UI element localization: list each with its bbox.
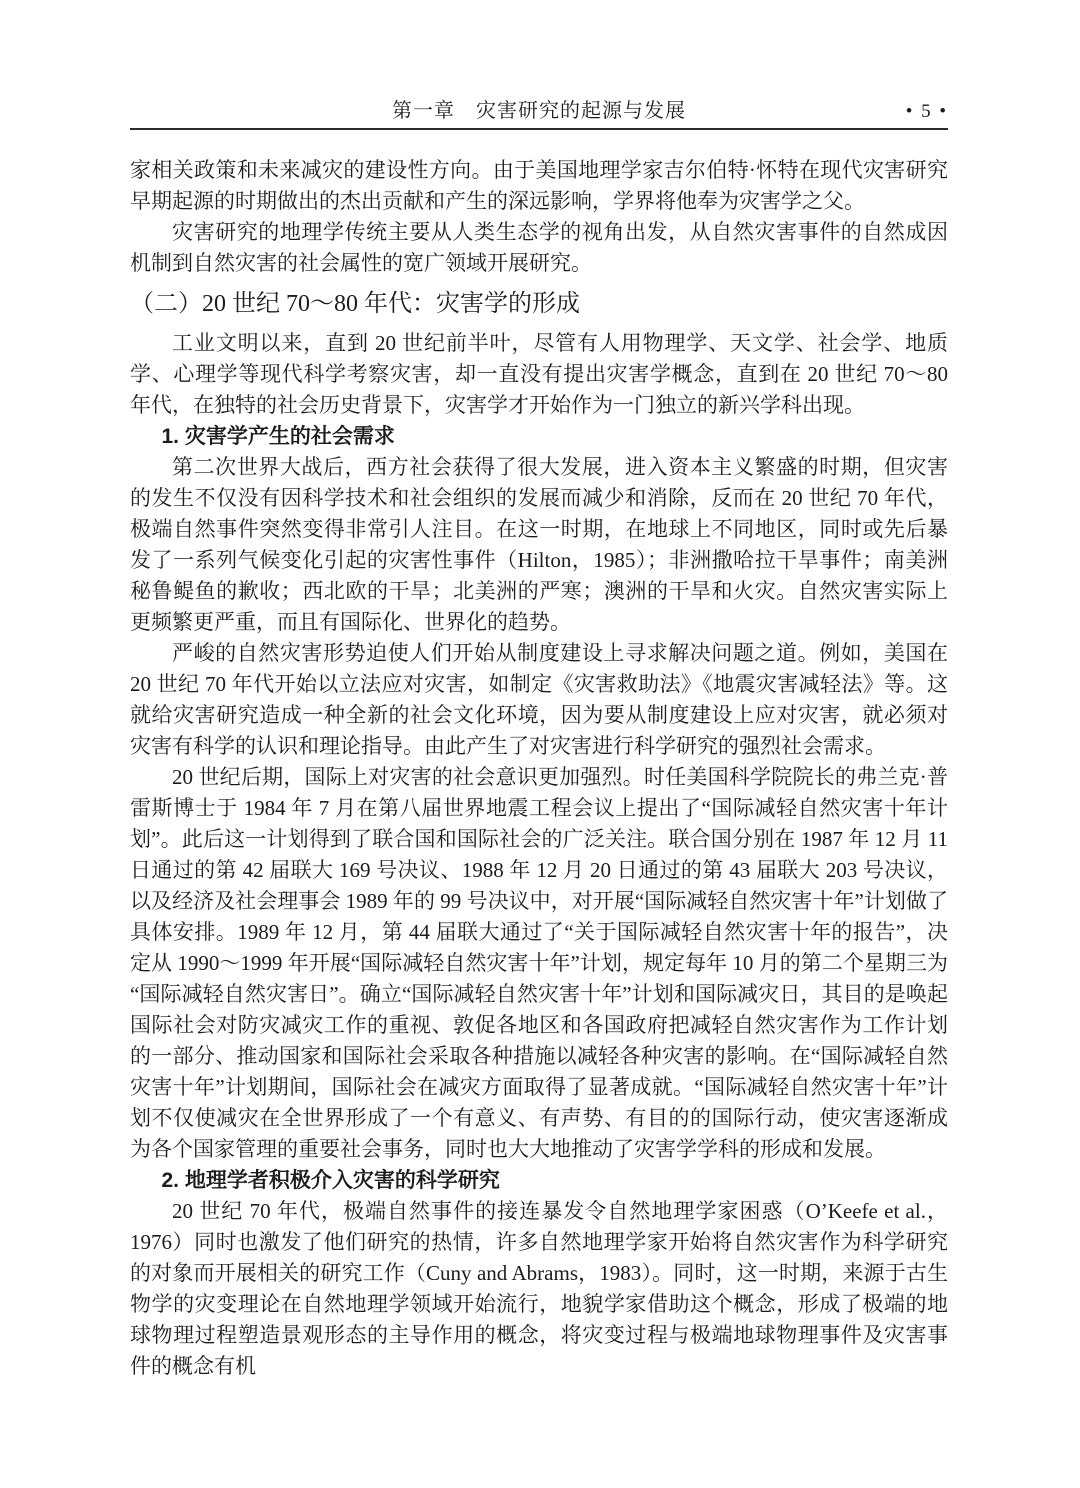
paragraph-industrial-era: 工业文明以来，直到 20 世纪前半叶，尽管有人用物理学、天文学、社会学、地质学、心理学等现代科学考察灾害，却一直没有提出灾害学概念，直到在 20 世纪 70～80 年代，在独特的社会历史背景下，灾害学才开始作为一门独立的新兴学科出现。: [130, 331, 948, 417]
paragraph-continuation: 家相关政策和未来减灾的建设性方向。由于美国地理学家吉尔伯特·怀特在现代灾害研究早期起源的时期做出的杰出贡献和产生的深远影响，学界将他奉为灾害学之父。: [130, 158, 948, 213]
running-header: [130, 98, 948, 126]
section-heading-disaster-science-formation: （二）20 世纪 70～80 年代：灾害学的形成: [130, 291, 580, 317]
paragraph-geography-tradition: 灾害研究的地理学传统主要从人类生态学的视角出发，从自然灾害事件的自然成因机制到自然灾害的社会属性的宽广领域开展研究。: [130, 220, 948, 275]
paragraph-geographers-research: 20 世纪 70 年代，极端自然事件的接连暴发令自然地理学家困惑（O’Keefe et al.，1976）同时也激发了他们研究的热情，许多自然地理学家开始将自然灾害作为科学研究的对象而开展相关的研究工作（Cuny and Abrams，1983）。同时，这一时期，来源于古生物学的灾变理论在自然地理学领域开始流行，地貌学家借助这个概念，形成了极端的地球物理过程塑造景观形态的主导作用的概念，将灾变过程与极端地球物理事件及灾害事件的概念有机: [130, 1199, 948, 1378]
running-head-chapter-title: 第一章 灾害研究的起源与发展: [392, 100, 686, 122]
subheading-geographers-involvement: 2. 地理学者积极介入灾害的科学研究: [161, 1169, 500, 1192]
subheading-social-demand: 1. 灾害学产生的社会需求: [161, 425, 395, 448]
page-number: • 5 •: [905, 101, 948, 122]
paragraph-postwar-disasters: 第二次世界大战后，西方社会获得了很大发展，进入资本主义繁盛的时期，但灾害的发生不仅没有因科学技术和社会组织的发展而减少和消除，反而在 20 世纪 70 年代，极端自然事件突然变得非常引人注目。在这一时期，在地球上不同地区，同时或先后暴发了一系列气候变化引起的灾害性事件（Hilton，1985）；非洲撒哈拉干旱事件；南美洲秘鲁鳀鱼的歉收；西北欧的干旱；北美洲的严寒；澳洲的干旱和火灾。自然灾害实际上更频繁更严重，而且有国际化、世界化的趋势。: [130, 455, 948, 634]
paragraph-idndr-decade: 20 世纪后期，国际上对灾害的社会意识更加强烈。时任美国科学院院长的弗兰克·普雷斯博士于 1984 年 7 月在第八届世界地震工程会议上提出了“国际减轻自然灾害十年计划”。此后这一计划得到了联合国和国际社会的广泛关注。联合国分别在 1987 年 12 月 11 日通过的第 42 届联大 169 号决议、1988 年 12 月 20 日通过的第 43 届联大 203 号决议，以及经济及社会理事会 1989 年的 99 号决议中，对开展“国际减轻自然灾害十年”计划做了具体安排。1989 年 12 月，第 44 届联大通过了“关于国际减轻自然灾害十年的报告”，决定从 1990～1999 年开展“国际减轻自然灾害十年”计划，规定每年 10 月的第二个星期三为“国际减轻自然灾害日”。确立“国际减轻自然灾害十年”计划和国际减灾日，其目的是唤起国际社会对防灾减灾工作的重视、敦促各地区和各国政府把减轻自然灾害作为工作计划的一部分、推动国家和国际社会采取各种措施以减轻各种灾害的影响。在“国际减轻自然灾害十年”计划期间，国际社会在减灾方面取得了显著成就。“国际减轻自然灾害十年”计划不仅使减灾在全世界形成了一个有意义、有声势、有目的的国际行动，使灾害逐渐成为各个国家管理的重要社会事务，同时也大大地推动了灾害学学科的形成和发展。: [130, 765, 948, 1161]
header-rule: [130, 128, 948, 130]
page-body: [130, 155, 948, 1382]
paragraph-institutional-response: 严峻的自然灾害形势迫使人们开始从制度建设上寻求解决问题之道。例如，美国在 20 世纪 70 年代开始以立法应对灾害，如制定《灾害救助法》《地震灾害减轻法》等。这就给灾害研究造成一种全新的社会文化环境，因为要从制度建设上应对灾害，就必须对灾害有科学的认识和理论指导。由此产生了对灾害进行科学研究的强烈社会需求。: [130, 641, 948, 758]
